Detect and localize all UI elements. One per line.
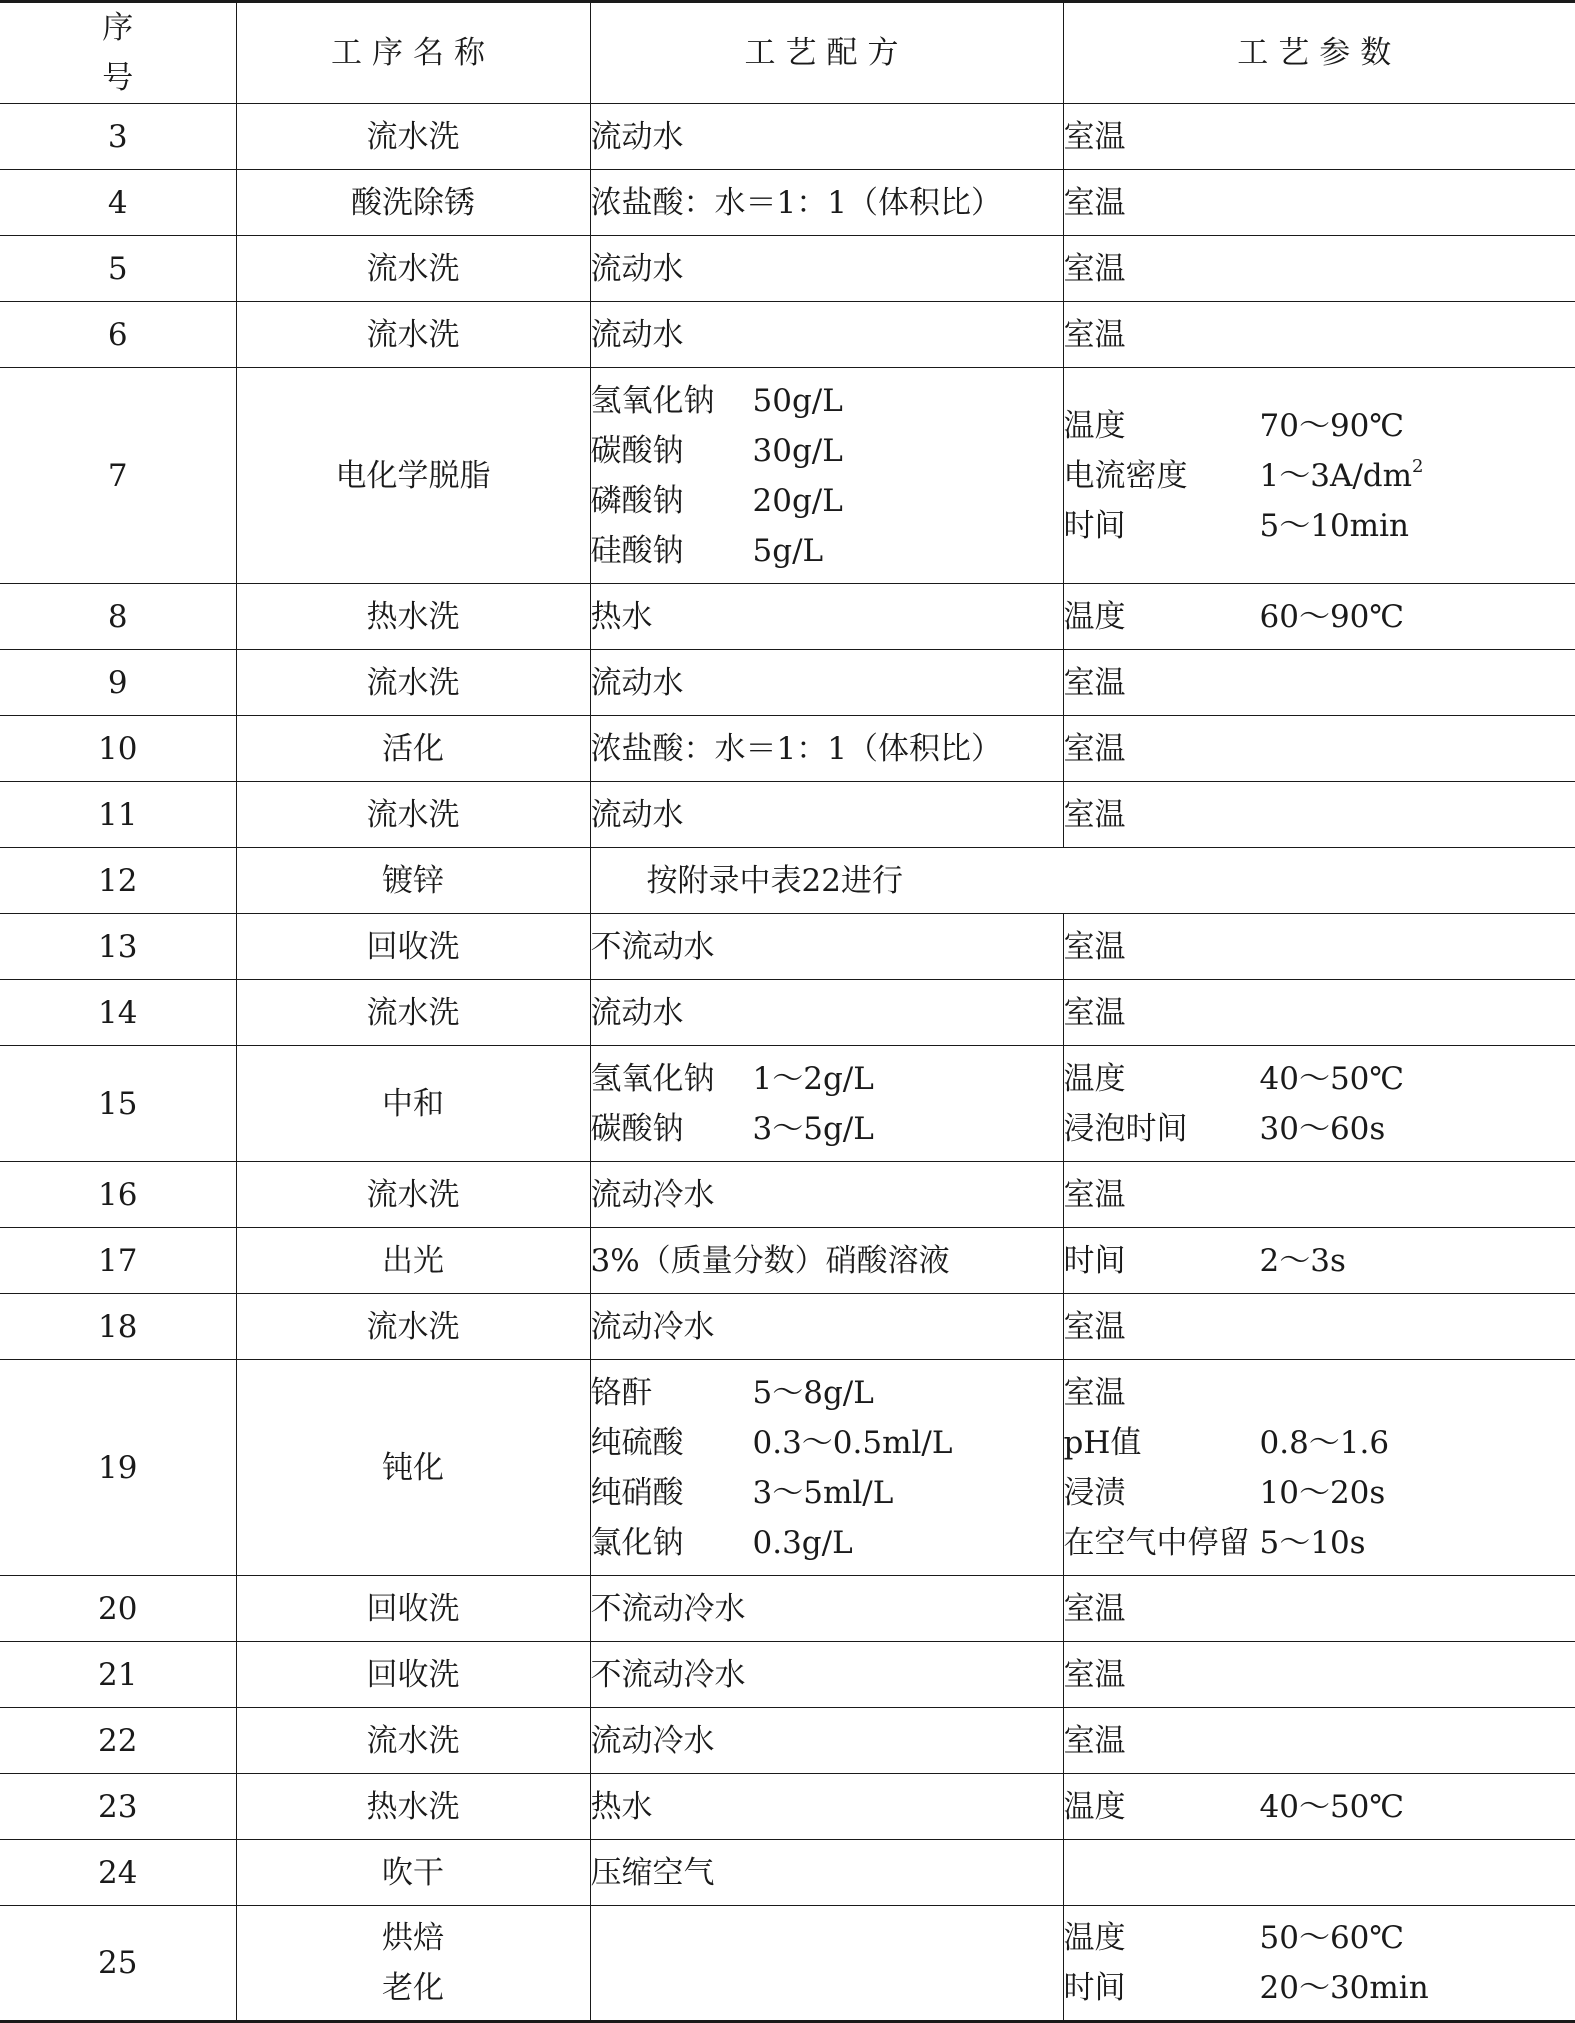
header-name: 工序名称 xyxy=(236,2,590,104)
recipe-item xyxy=(591,426,1063,476)
cell-name: 回收洗 xyxy=(236,1576,590,1642)
cell-param: 室温 xyxy=(1063,1162,1575,1228)
cell-name: 电化学脱脂 xyxy=(236,368,590,584)
cell-name-line: 老化 xyxy=(237,1963,590,2013)
param-item-value-text: 30～60s xyxy=(1260,1111,1386,1147)
cell-param: 室温 xyxy=(1063,914,1575,980)
cell-param: 室温 xyxy=(1063,1294,1575,1360)
param-item-value: 60～90℃ xyxy=(1260,592,1405,642)
cell-param xyxy=(1063,368,1575,584)
cell-param: 室温 xyxy=(1063,170,1575,236)
table-body xyxy=(0,104,1575,2022)
param-item-value-text: 50～60℃ xyxy=(1260,1920,1405,1956)
header-params: 工艺参数 xyxy=(1063,2,1575,104)
param-item-name: 时间 xyxy=(1064,1236,1260,1286)
table-row xyxy=(0,584,1575,650)
cell-seq: 12 xyxy=(0,848,236,914)
recipe-item-value: 0.3g/L xyxy=(753,1518,853,1568)
table-row xyxy=(0,302,1575,368)
cell-param: 室温 xyxy=(1063,650,1575,716)
cell-seq: 3 xyxy=(0,104,236,170)
cell-name: 流水洗 xyxy=(236,1708,590,1774)
table-row xyxy=(0,980,1575,1046)
param-item-value xyxy=(1260,1518,1366,1568)
recipe-item xyxy=(591,1518,1063,1568)
param-item-name: 温度 xyxy=(1064,1782,1260,1832)
recipe-item-name: 氢氧化钠 xyxy=(591,376,753,426)
param-item xyxy=(1064,451,1575,501)
cell-recipe xyxy=(590,1360,1063,1576)
recipe-item-value: 5～8g/L xyxy=(753,1368,874,1418)
cell-name: 酸洗除锈 xyxy=(236,170,590,236)
cell-seq: 11 xyxy=(0,782,236,848)
param-item-name: 浸渍 xyxy=(1064,1468,1260,1518)
cell-recipe: 流动水 xyxy=(590,980,1063,1046)
cell-name: 流水洗 xyxy=(236,1162,590,1228)
param-item xyxy=(1064,1782,1575,1832)
param-item xyxy=(1064,1913,1575,1963)
header-recipe: 工艺配方 xyxy=(590,2,1063,104)
param-item xyxy=(1064,1468,1575,1518)
cell-name: 吹干 xyxy=(236,1840,590,1906)
param-item-name: pH值 xyxy=(1064,1418,1260,1468)
cell-name: 回收洗 xyxy=(236,1642,590,1708)
cell-param xyxy=(1063,584,1575,650)
param-item-value xyxy=(1260,1468,1386,1518)
recipe-item-value: 3～5ml/L xyxy=(753,1468,894,1518)
param-item-value-text: 1～3A/dm xyxy=(1260,458,1413,494)
cell-name: 出光 xyxy=(236,1228,590,1294)
cell-seq: 24 xyxy=(0,1840,236,1906)
cell-name: 回收洗 xyxy=(236,914,590,980)
cell-seq: 21 xyxy=(0,1642,236,1708)
param-item xyxy=(1064,401,1575,451)
param-item xyxy=(1064,1418,1575,1468)
cell-param: 室温 xyxy=(1063,980,1575,1046)
cell-seq: 9 xyxy=(0,650,236,716)
cell-recipe: 3%（质量分数）硝酸溶液 xyxy=(590,1228,1063,1294)
header-seq: 序号 xyxy=(0,2,236,104)
cell-seq: 5 xyxy=(0,236,236,302)
param-item-name: 电流密度 xyxy=(1064,451,1260,501)
cell-param xyxy=(1063,1046,1575,1162)
cell-param: 室温 xyxy=(1063,782,1575,848)
cell-name: 流水洗 xyxy=(236,104,590,170)
recipe-item xyxy=(591,1054,1063,1104)
cell-seq: 8 xyxy=(0,584,236,650)
table-row xyxy=(0,1576,1575,1642)
table-row xyxy=(0,1774,1575,1840)
recipe-item-name: 纯硫酸 xyxy=(591,1418,753,1468)
cell-name xyxy=(236,1906,590,2022)
param-item-value: 40～50℃ xyxy=(1260,1782,1405,1832)
param-item-name: 室温 xyxy=(1064,1368,1260,1418)
param-item xyxy=(1064,1368,1575,1418)
cell-name: 钝化 xyxy=(236,1360,590,1576)
cell-seq: 13 xyxy=(0,914,236,980)
cell-name: 流水洗 xyxy=(236,302,590,368)
param-item-name: 在空气中停留 xyxy=(1064,1518,1260,1568)
table-row xyxy=(0,1228,1575,1294)
cell-recipe xyxy=(590,1046,1063,1162)
cell-recipe: 流动冷水 xyxy=(590,1162,1063,1228)
cell-recipe: 浓盐酸：水＝1：1（体积比） xyxy=(590,716,1063,782)
table-row xyxy=(0,848,1575,914)
cell-recipe: 流动水 xyxy=(590,236,1063,302)
cell-name: 流水洗 xyxy=(236,236,590,302)
param-item-name: 温度 xyxy=(1064,1054,1260,1104)
param-item-value-text: 40～50℃ xyxy=(1260,1061,1405,1097)
cell-name: 热水洗 xyxy=(236,584,590,650)
recipe-item xyxy=(591,376,1063,426)
param-item xyxy=(1064,592,1575,642)
recipe-item-name: 磷酸钠 xyxy=(591,476,753,526)
table-row xyxy=(0,1708,1575,1774)
cell-recipe: 流动水 xyxy=(590,104,1063,170)
recipe-item xyxy=(591,1468,1063,1518)
cell-seq: 18 xyxy=(0,1294,236,1360)
recipe-item-name: 纯硝酸 xyxy=(591,1468,753,1518)
cell-param: 室温 xyxy=(1063,104,1575,170)
table-row xyxy=(0,1642,1575,1708)
table-row xyxy=(0,236,1575,302)
table-row xyxy=(0,1840,1575,1906)
cell-name: 流水洗 xyxy=(236,782,590,848)
recipe-item xyxy=(591,1104,1063,1154)
table-row xyxy=(0,650,1575,716)
cell-seq: 19 xyxy=(0,1360,236,1576)
cell-recipe: 按附录中表22进行 xyxy=(590,848,1575,914)
cell-recipe: 流动水 xyxy=(590,302,1063,368)
cell-param xyxy=(1063,1228,1575,1294)
param-item-name: 温度 xyxy=(1064,401,1260,451)
param-item-name: 温度 xyxy=(1064,1913,1260,1963)
param-item-name: 温度 xyxy=(1064,592,1260,642)
cell-seq: 20 xyxy=(0,1576,236,1642)
cell-param: 室温 xyxy=(1063,1576,1575,1642)
recipe-item-value: 30g/L xyxy=(753,426,843,476)
cell-seq: 15 xyxy=(0,1046,236,1162)
param-item-value-text: 70～90℃ xyxy=(1260,408,1405,444)
recipe-item-value: 0.3～0.5ml/L xyxy=(753,1418,953,1468)
recipe-item-name: 硅酸钠 xyxy=(591,526,753,576)
cell-seq: 25 xyxy=(0,1906,236,2022)
cell-param: 室温 xyxy=(1063,302,1575,368)
cell-seq: 7 xyxy=(0,368,236,584)
cell-seq: 10 xyxy=(0,716,236,782)
table-row xyxy=(0,1906,1575,2022)
param-item-value xyxy=(1260,501,1409,551)
param-item-value-text: 5～10s xyxy=(1260,1525,1366,1561)
param-item-value xyxy=(1260,1963,1429,2013)
cell-name-line: 烘焙 xyxy=(237,1913,590,1963)
cell-recipe: 流动水 xyxy=(590,650,1063,716)
table-row xyxy=(0,368,1575,584)
param-item-value xyxy=(1260,451,1424,501)
recipe-item-name: 铬酐 xyxy=(591,1368,753,1418)
cell-recipe: 流动水 xyxy=(590,782,1063,848)
table-row xyxy=(0,1294,1575,1360)
param-item-superscript: 2 xyxy=(1412,456,1423,477)
param-item xyxy=(1064,1518,1575,1568)
param-item xyxy=(1064,1104,1575,1154)
cell-param xyxy=(1063,1906,1575,2022)
table-row xyxy=(0,170,1575,236)
cell-name: 活化 xyxy=(236,716,590,782)
table-row xyxy=(0,716,1575,782)
param-item-name: 时间 xyxy=(1064,1963,1260,2013)
recipe-item-value: 1～2g/L xyxy=(753,1054,874,1104)
cell-seq: 6 xyxy=(0,302,236,368)
cell-name: 流水洗 xyxy=(236,980,590,1046)
cell-recipe: 流动冷水 xyxy=(590,1294,1063,1360)
cell-param: 室温 xyxy=(1063,716,1575,782)
recipe-item-name: 碳酸钠 xyxy=(591,1104,753,1154)
param-item-value xyxy=(1260,1418,1390,1468)
cell-param: 室温 xyxy=(1063,236,1575,302)
table-row xyxy=(0,914,1575,980)
table-row xyxy=(0,1360,1575,1576)
cell-name: 镀锌 xyxy=(236,848,590,914)
param-item-value-text: 0.8～1.6 xyxy=(1260,1425,1390,1461)
param-item xyxy=(1064,1054,1575,1104)
recipe-item-name: 氢氧化钠 xyxy=(591,1054,753,1104)
cell-seq: 16 xyxy=(0,1162,236,1228)
param-item-value xyxy=(1260,1054,1405,1104)
cell-recipe: 压缩空气 xyxy=(590,1840,1063,1906)
cell-recipe: 浓盐酸：水＝1：1（体积比） xyxy=(590,170,1063,236)
cell-param xyxy=(1063,1774,1575,1840)
recipe-item-name: 碳酸钠 xyxy=(591,426,753,476)
param-item-value xyxy=(1260,401,1405,451)
param-item-value-text: 20～30min xyxy=(1260,1970,1429,2006)
recipe-item-value: 50g/L xyxy=(753,376,843,426)
recipe-item xyxy=(591,1368,1063,1418)
param-item-name: 时间 xyxy=(1064,501,1260,551)
recipe-item xyxy=(591,526,1063,576)
recipe-item-value: 3～5g/L xyxy=(753,1104,874,1154)
recipe-item-value: 5g/L xyxy=(753,526,824,576)
cell-name: 流水洗 xyxy=(236,650,590,716)
cell-recipe: 热水 xyxy=(590,584,1063,650)
cell-recipe: 热水 xyxy=(590,1774,1063,1840)
recipe-item-value: 20g/L xyxy=(753,476,843,526)
cell-param: 室温 xyxy=(1063,1708,1575,1774)
param-item-value: 2～3s xyxy=(1260,1236,1346,1286)
recipe-item-name: 氯化钠 xyxy=(591,1518,753,1568)
param-item-value-text: 5～10min xyxy=(1260,508,1409,544)
cell-seq: 14 xyxy=(0,980,236,1046)
cell-recipe xyxy=(590,368,1063,584)
cell-seq: 22 xyxy=(0,1708,236,1774)
table-header-row xyxy=(0,2,1575,104)
cell-name: 中和 xyxy=(236,1046,590,1162)
table-row xyxy=(0,1046,1575,1162)
param-item xyxy=(1064,1963,1575,2013)
cell-param xyxy=(1063,1360,1575,1576)
param-item-name: 浸泡时间 xyxy=(1064,1104,1260,1154)
param-item-value xyxy=(1260,1104,1386,1154)
recipe-item xyxy=(591,1418,1063,1468)
param-item xyxy=(1064,1236,1575,1286)
table-row xyxy=(0,782,1575,848)
cell-param xyxy=(1063,1840,1575,1906)
cell-recipe: 流动冷水 xyxy=(590,1708,1063,1774)
param-item-value xyxy=(1260,1913,1405,1963)
param-item-value-text: 10～20s xyxy=(1260,1475,1386,1511)
cell-param: 室温 xyxy=(1063,1642,1575,1708)
cell-recipe: 不流动水 xyxy=(590,914,1063,980)
cell-recipe: 不流动冷水 xyxy=(590,1576,1063,1642)
cell-seq: 4 xyxy=(0,170,236,236)
cell-name: 流水洗 xyxy=(236,1294,590,1360)
cell-seq: 17 xyxy=(0,1228,236,1294)
recipe-item xyxy=(591,476,1063,526)
table-row xyxy=(0,1162,1575,1228)
table-row xyxy=(0,104,1575,170)
param-item xyxy=(1064,501,1575,551)
cell-recipe: 不流动冷水 xyxy=(590,1642,1063,1708)
cell-name: 热水洗 xyxy=(236,1774,590,1840)
cell-recipe xyxy=(590,1906,1063,2022)
cell-seq: 23 xyxy=(0,1774,236,1840)
